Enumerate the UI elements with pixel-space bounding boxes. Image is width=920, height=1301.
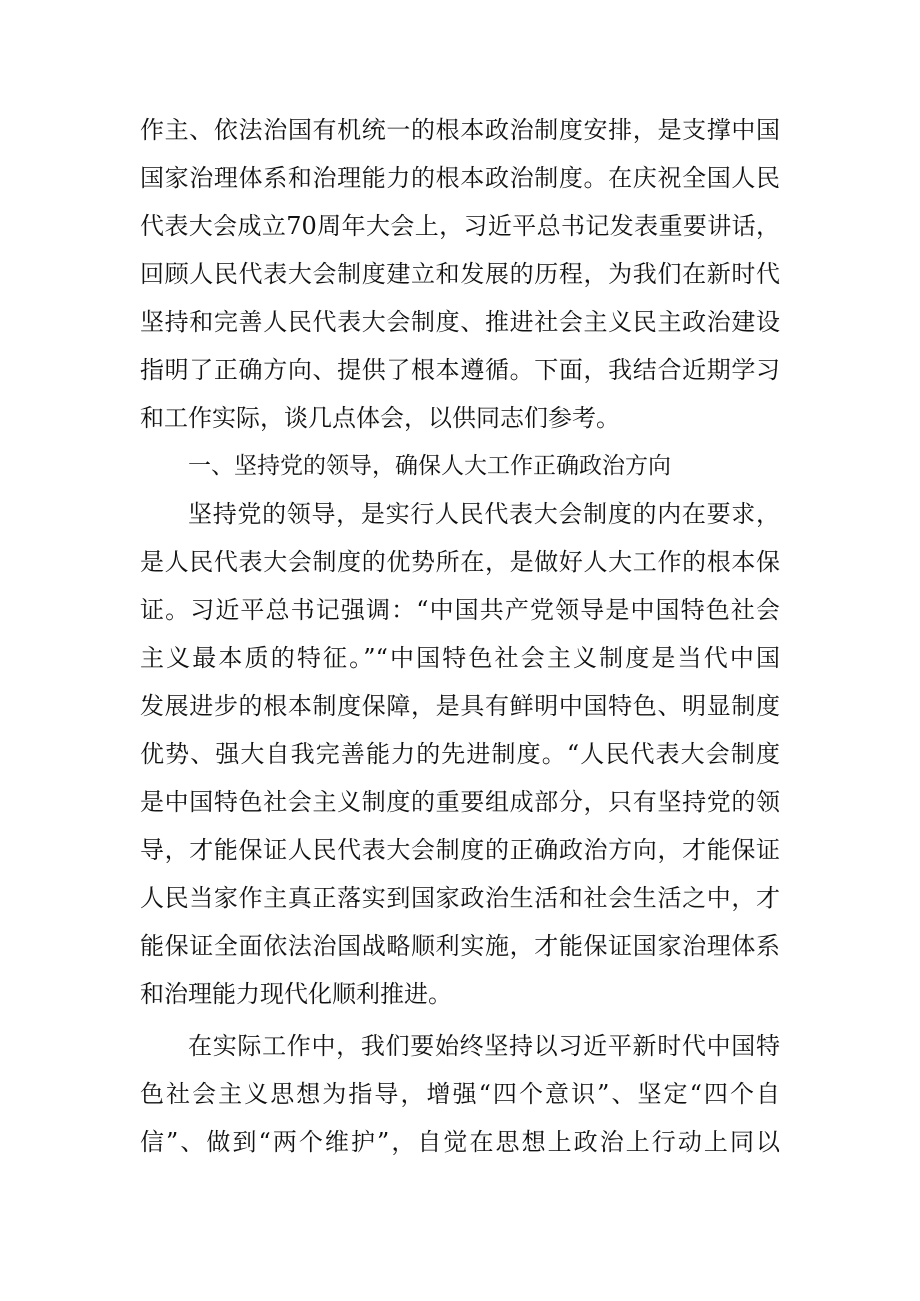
paragraph-line: 优势、强大自我完善能力的先进制度。“人民代表大会制度 (140, 740, 780, 768)
paragraph-line: 坚持党的领导，是实行人民代表大会制度的内在要求， (188, 500, 780, 528)
paragraph-line: 信”、做到“两个维护”，自觉在思想上政治上行动上同以 (140, 1128, 780, 1156)
paragraph-line: 回顾人民代表大会制度建立和发展的历程，为我们在新时代 (140, 260, 780, 288)
paragraph-line: 和治理能力现代化顺利推进。 (140, 980, 452, 1008)
paragraph-line: 人民当家作主真正落实到国家政治生活和社会生活之中，才 (140, 884, 780, 912)
paragraph-line: 证。习近平总书记强调：“中国共产党领导是中国特色社会 (140, 596, 780, 624)
paragraph-line: 在实际工作中，我们要始终坚持以习近平新时代中国特 (188, 1032, 780, 1060)
paragraph-line: 坚持和完善人民代表大会制度、推进社会主义民主政治建设 (140, 308, 780, 336)
paragraph-line: 导，才能保证人民代表大会制度的正确政治方向，才能保证 (140, 836, 780, 864)
paragraph-line: 能保证全面依法治国战略顺利实施，才能保证国家治理体系 (140, 932, 780, 960)
paragraph-line: 是人民代表大会制度的优势所在，是做好人大工作的根本保 (140, 548, 780, 576)
paragraph-line: 是中国特色社会主义制度的重要组成部分，只有坚持党的领 (140, 788, 780, 816)
paragraph-line: 指明了正确方向、提供了根本遵循。下面，我结合近期学习 (140, 356, 780, 384)
paragraph-line: 发展进步的根本制度保障，是具有鲜明中国特色、明显制度 (140, 692, 780, 720)
paragraph-line: 主义最本质的特征。”“中国特色社会主义制度是当代中国 (140, 644, 780, 672)
paragraph-line: 色社会主义思想为指导，增强“四个意识”、坚定“四个自 (140, 1080, 780, 1108)
paragraph-line: 作主、依法治国有机统一的根本政治制度安排，是支撑中国 (140, 116, 780, 144)
section-heading: 一、坚持党的领导，确保人大工作正确政治方向 (188, 453, 671, 479)
paragraph-line: 和工作实际，谈几点体会，以供同志们参考。 (140, 404, 620, 432)
paragraph-line: 代表大会成立70周年大会上，习近平总书记发表重要讲话， (140, 212, 780, 240)
paragraph-line: 国家治理体系和治理能力的根本政治制度。在庆祝全国人民 (140, 164, 780, 192)
